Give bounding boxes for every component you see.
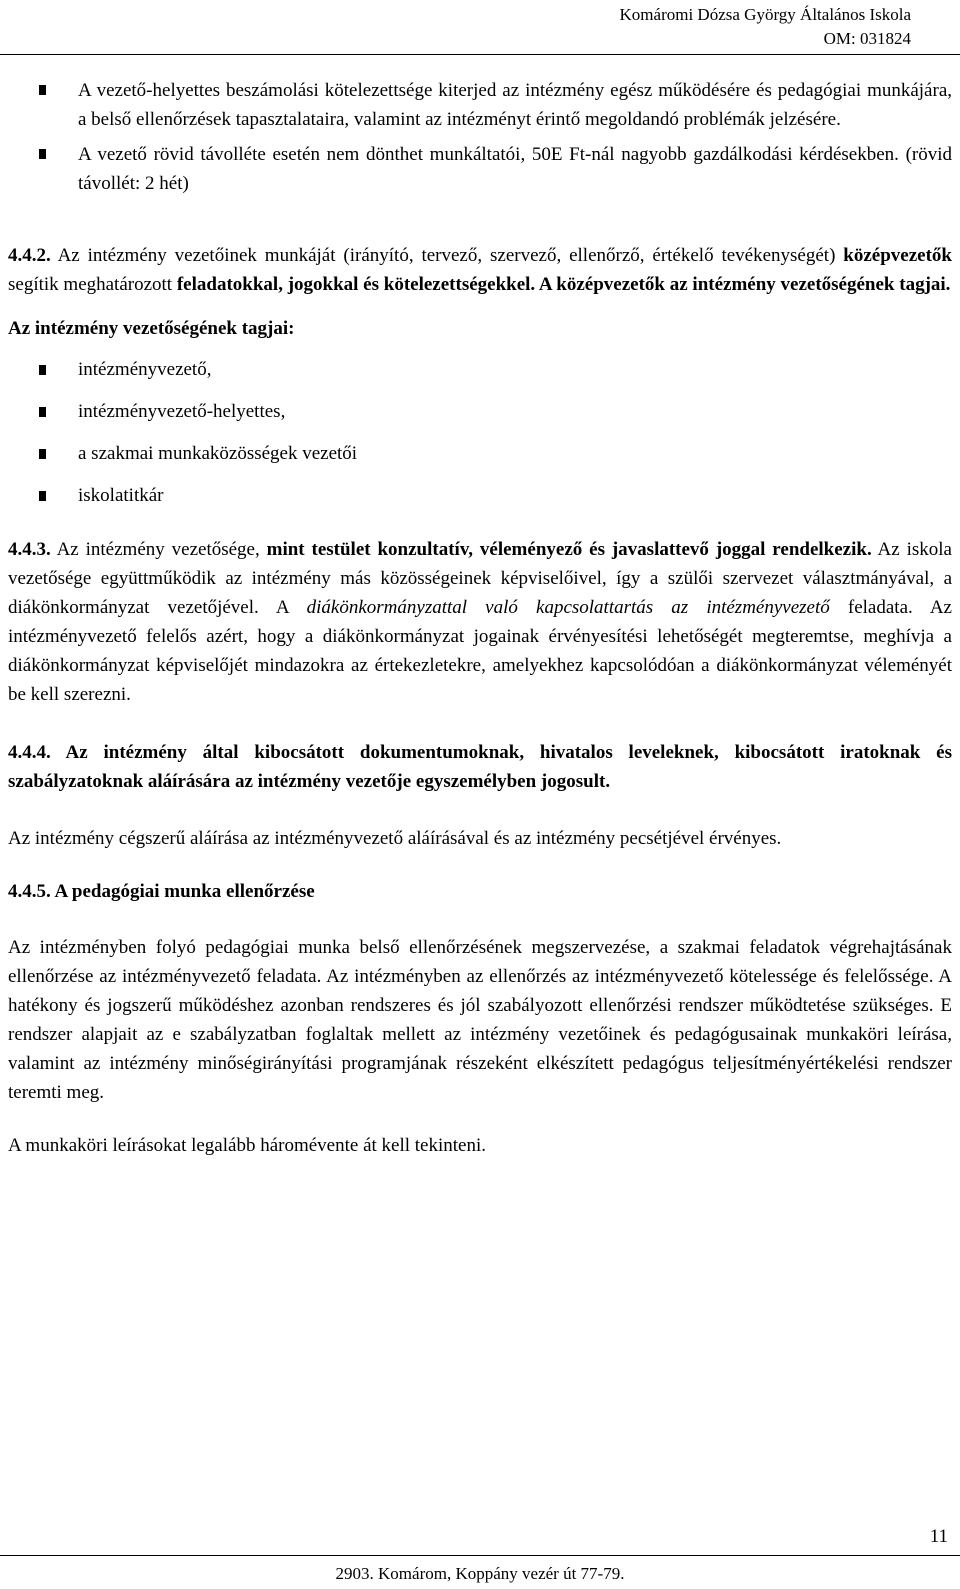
members-bullet-list (8, 356, 952, 510)
signature-paragraph: Az intézmény cégszerű aláírása az intézményvezető aláírásával és az intézmény pecsétjével érvényes. (8, 828, 782, 849)
section-4-4-2-paragraph: 4.4.2. Az intézmény vezetőinek munkáját (irányító, tervező, szervező, ellenőrző, értékelő tevékenységét) középvezetők segítik meghatározott feladatokkal, jogokkal és kötelezettségekkel. A középvezetők az intézmény vezetőségének tagjai. (8, 245, 952, 295)
page-number: 11 (929, 1526, 948, 1547)
header-divider (0, 54, 960, 55)
section-number: 4.4.4. (8, 742, 51, 763)
list-item (8, 482, 952, 510)
section-4-4-4-paragraph: 4.4.4. Az intézmény által kibocsátott dokumentumoknak, hivatalos leveleknek, kibocsátott iratoknak és szabályzatoknak aláírására az intézmény vezetője egyszemélyben jogosult. (8, 742, 952, 792)
page-content (8, 76, 952, 1160)
list-item (8, 356, 952, 384)
header-om-id: OM: 031824 (823, 29, 911, 48)
square-bullet-icon (39, 365, 46, 375)
header-school-name: Komáromi Dózsa György Általános Iskola (619, 5, 911, 24)
list-item (8, 140, 952, 198)
footer-divider (0, 1555, 960, 1556)
list-item-text: intézményvezető-helyettes, (78, 401, 286, 422)
square-bullet-icon (39, 407, 46, 417)
job-description-review-paragraph: A munkaköri leírásokat legalább háromévente át kell tekinteni. (8, 1135, 487, 1156)
section-number: 4.4.3. (8, 539, 51, 560)
square-bullet-icon (39, 449, 46, 459)
pedagogical-control-paragraph: Az intézményben folyó pedagógiai munka belső ellenőrzésének megszervezése, a szakmai feladatok végrehajtásának ellenőrzése az intézményvezető feladata. Az intézményben az ellenőrzés az intézményvezető kötelessége és felelőssége. A hatékony és jogszerű működéshez azonban rendszeres és jól szabályozott ellenőrzési rendszer működtetése szükséges. E rendszer alapjait az e szabályzatban foglaltak mellett az intézmény vezetőinek és pedagógusainak munkaköri leírása, valamint az intézmény minőségirányítási programjának részeként elkészített pedagógus teljesítményértékelési rendszer teremti meg. (8, 937, 952, 1103)
list-item (8, 398, 952, 426)
members-heading: Az intézmény vezetőségének tagjai: (8, 318, 295, 339)
section-number: 4.4.2. (8, 245, 51, 266)
list-item-text: intézményvezető, (78, 359, 212, 380)
section-4-4-3-paragraph: 4.4.3. Az intézmény vezetősége, mint testület konzultatív, véleményező és javaslattevő joggal rendelkezik. Az iskola vezetősége együttműködik az intézmény más közösségeinek képviselőivel, így a szülői szervezet választmányával, a diákönkormányzat vezetőjével. A diákönkormányzattal való kapcsolattartás az intézményvezető feladata. Az intézményvezető felelős azért, hogy a diákönkormányzat jogainak érvényesítési lehetőségét megteremtse, meghívja a diákönkormányzat képviselőjét mindazokra az értekezletekre, amelyekhez kapcsolódóan a diákönkormányzat véleményét be kell szerezni. (8, 539, 952, 705)
square-bullet-icon (39, 85, 46, 95)
square-bullet-icon (39, 149, 46, 159)
list-item-text: A vezető-helyettes beszámolási kötelezettsége kiterjed az intézmény egész működésére és pedagógiai munkájára, a belső ellenőrzések tapasztalataira, valamint az intézményt érintő megoldandó problémák jelzésére. (78, 80, 952, 130)
duties-bullet-list (8, 76, 952, 198)
list-item (8, 76, 952, 134)
square-bullet-icon (39, 491, 46, 501)
list-item-text: a szakmai munkaközösségek vezetői (78, 443, 358, 464)
list-item-text: A vezető rövid távolléte esetén nem dönthet munkáltatói, 50E Ft-nál nagyobb gazdálkodási kérdésekben. (rövid távollét: 2 hét) (78, 144, 952, 194)
section-4-4-5-heading: 4.4.5. A pedagógiai munka ellenőrzése (8, 881, 315, 902)
footer-address: 2903. Komárom, Koppány vezér út 77-79. (335, 1564, 625, 1583)
list-item (8, 440, 952, 468)
list-item-text: iskolatitkár (78, 485, 164, 506)
